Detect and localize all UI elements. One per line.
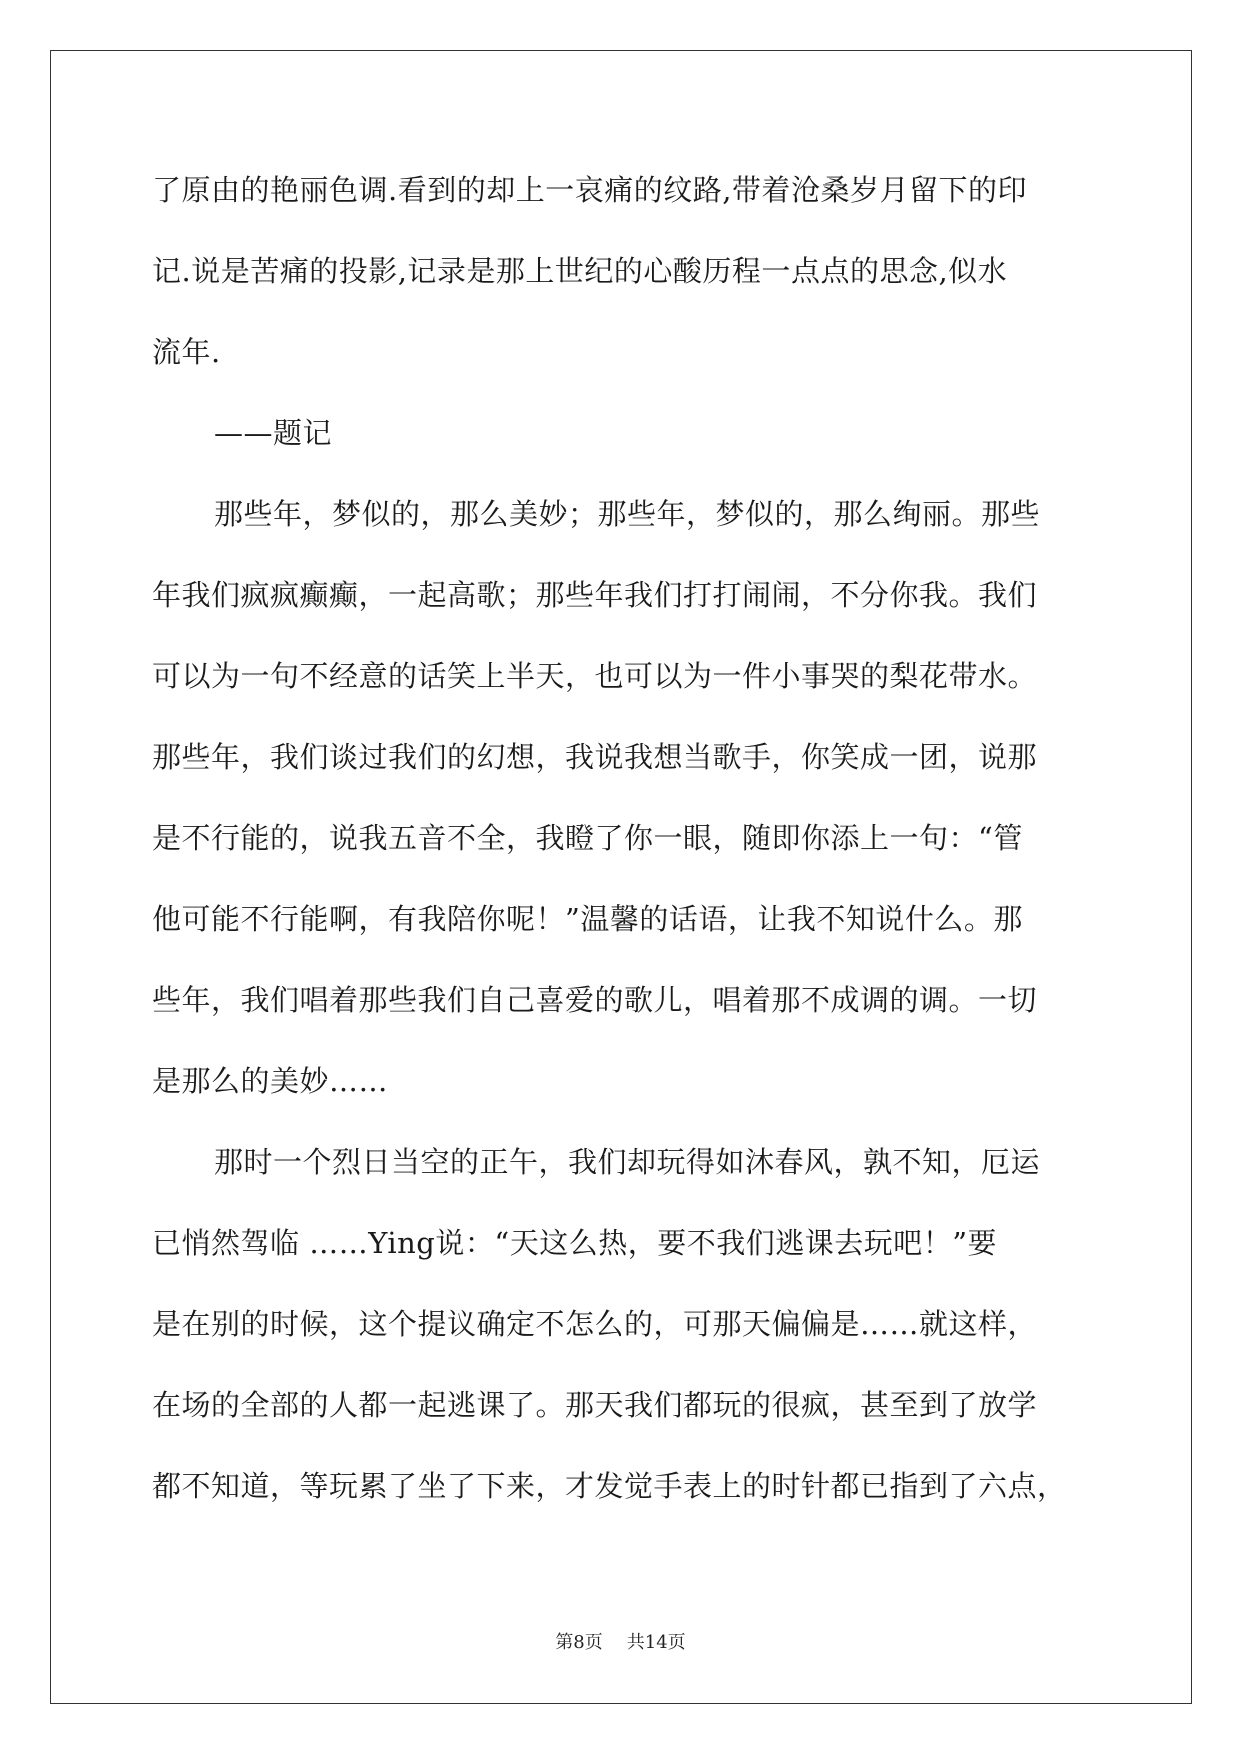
text-line: 年我们疯疯癫癫，一起高歌；那些年我们打打闹闹，不分你我。我们	[152, 578, 1038, 612]
text-line: 在场的全部的人都一起逃课了。那天我们都玩的很疯，甚至到了放学	[152, 1388, 1038, 1422]
text-line: 记.说是苦痛的投影,记录是那上世纪的心酸历程一点点的思念,似水	[152, 254, 1008, 288]
page-total: 共14页	[626, 1632, 686, 1653]
epigraph-attribution: ——题记	[214, 416, 333, 450]
text-line: 是在别的时候，这个提议确定不怎么的，可那天偏偏是……就这样，	[152, 1307, 1038, 1341]
text-line: 已悄然驾临 ……Ying说：“天这么热，要不我们逃课去玩吧！”要	[152, 1226, 998, 1260]
text-line: 都不知道，等玩累了坐了下来，才发觉手表上的时针都已指到了六点，	[152, 1469, 1067, 1503]
text-line: 流年.	[152, 335, 221, 369]
text-line: 些年，我们唱着那些我们自己喜爱的歌儿，唱着那不成调的调。一切	[152, 983, 1038, 1017]
page-number: 第8页	[555, 1632, 603, 1653]
document-body	[152, 160, 1092, 1537]
text-line: 可以为一句不经意的话笑上半天，也可以为一件小事哭的梨花带水。	[152, 659, 1038, 693]
text-line: 那些年，我们谈过我们的幻想，我说我想当歌手，你笑成一团，说那	[152, 740, 1038, 774]
text-line: 了原由的艳丽色调.看到的却上一哀痛的纹路,带着沧桑岁月留下的印	[152, 173, 1027, 207]
text-line: 他可能不行能啊，有我陪你呢！”温馨的话语，让我不知说什么。那	[152, 902, 1023, 936]
paragraph-start: 那时一个烈日当空的正午，我们却玩得如沐春风，孰不知，厄运	[214, 1145, 1041, 1179]
page-footer	[0, 1628, 1241, 1654]
text-line: 是不行能的，说我五音不全，我瞪了你一眼，随即你添上一句：“管	[152, 821, 1023, 855]
text-line: 是那么的美妙……	[152, 1064, 389, 1098]
paragraph-start: 那些年，梦似的，那么美妙；那些年，梦似的，那么绚丽。那些	[214, 497, 1041, 531]
